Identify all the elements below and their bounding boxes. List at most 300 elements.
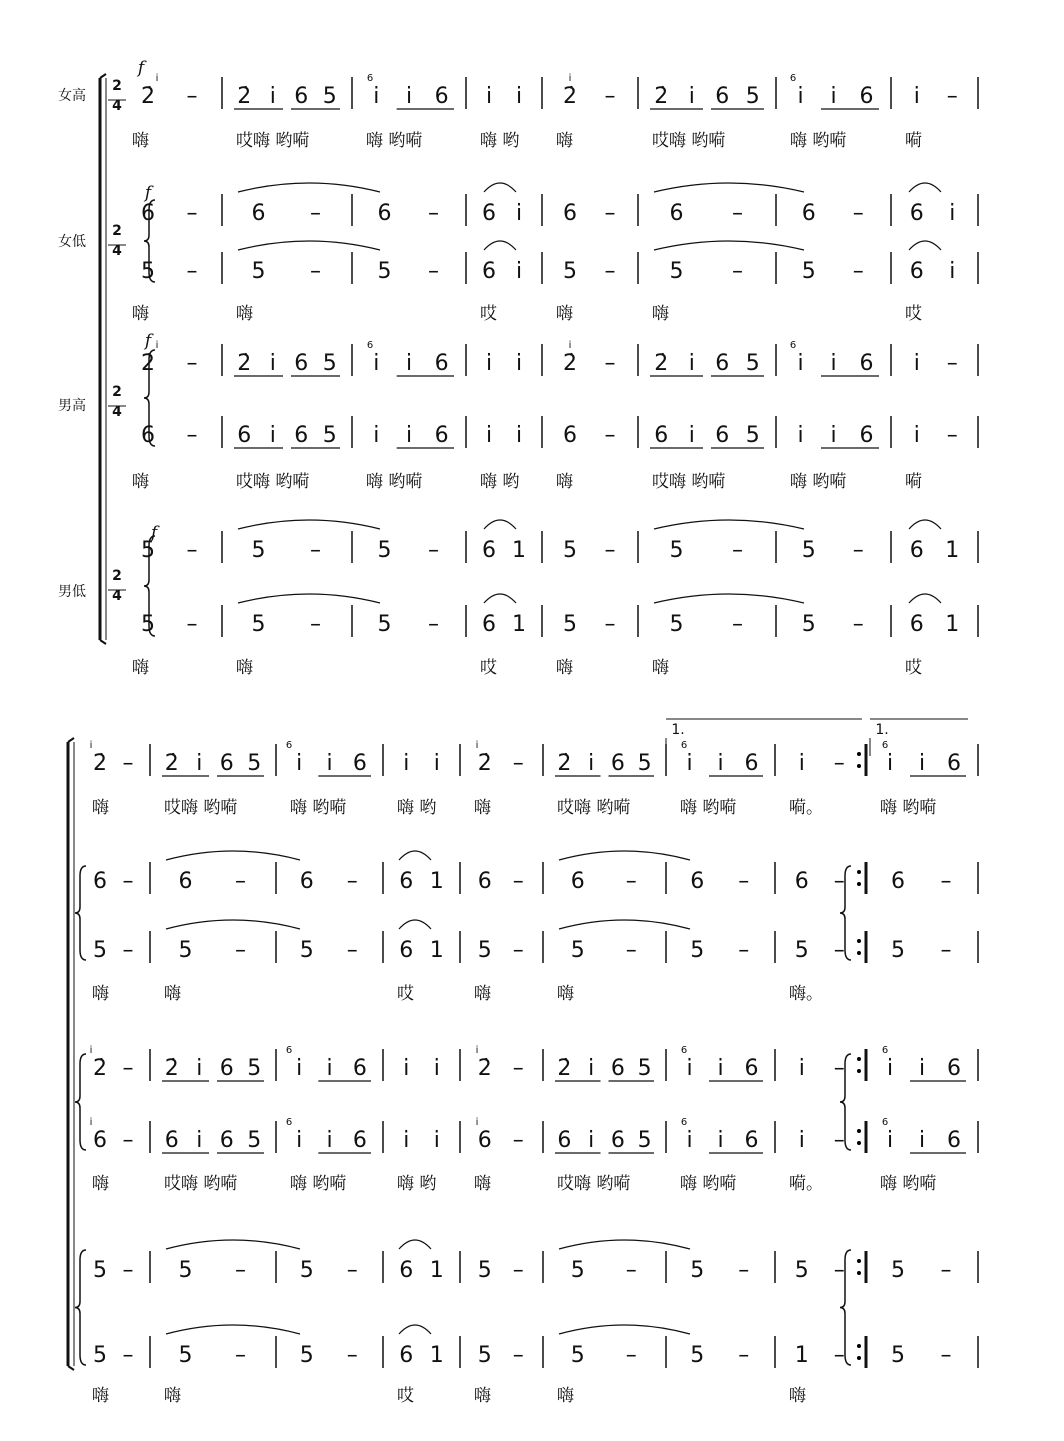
slur bbox=[909, 241, 941, 250]
note: – bbox=[310, 612, 321, 637]
grace-note: i bbox=[89, 740, 93, 751]
note: 5 bbox=[801, 538, 816, 563]
lyric: 嗨 哟 bbox=[397, 798, 437, 818]
note: – bbox=[738, 1258, 750, 1283]
note: – bbox=[625, 869, 637, 894]
lyric: 嗨 哟 bbox=[480, 472, 520, 492]
lyric: 嗨 哟 bbox=[397, 1174, 437, 1194]
note: 6 bbox=[909, 538, 924, 563]
note: 6 bbox=[219, 1128, 234, 1153]
note: i̇ bbox=[269, 423, 276, 448]
note: i̇ bbox=[373, 423, 380, 448]
note: 5 bbox=[891, 938, 905, 963]
note: 1 bbox=[512, 612, 526, 637]
time-signature-bottom: 4 bbox=[112, 588, 122, 604]
grace-note: i bbox=[568, 73, 572, 84]
lyric: 嗨 bbox=[474, 798, 491, 818]
tie bbox=[559, 1325, 690, 1334]
note: i̇ bbox=[296, 1128, 303, 1153]
note: – bbox=[625, 938, 637, 963]
note: – bbox=[186, 351, 198, 376]
note: – bbox=[512, 1343, 524, 1368]
note: i̇ bbox=[485, 84, 493, 109]
note: i̇ bbox=[515, 84, 523, 109]
note: – bbox=[625, 1343, 637, 1368]
note: i̇ bbox=[515, 351, 523, 376]
note: i̇ bbox=[196, 751, 203, 776]
note: 6 bbox=[744, 751, 759, 776]
note: 2̇ bbox=[557, 1056, 572, 1081]
repeat-dot bbox=[857, 1344, 861, 1348]
note: 5 bbox=[377, 612, 392, 637]
tie bbox=[238, 594, 380, 603]
note: 6 bbox=[794, 869, 809, 894]
note: i̇ bbox=[269, 351, 276, 376]
note: 5 bbox=[891, 1343, 905, 1368]
note: 5 bbox=[669, 538, 684, 563]
note: 1 bbox=[429, 1258, 444, 1283]
note: – bbox=[512, 869, 524, 894]
note: 2̇ bbox=[164, 751, 179, 776]
lyric: 哎 bbox=[480, 304, 497, 324]
note: 6 bbox=[891, 869, 905, 894]
repeat-dot bbox=[857, 1141, 861, 1145]
voice-label: 男低 bbox=[58, 584, 86, 600]
note: – bbox=[852, 538, 864, 563]
grace-note: 6 bbox=[366, 73, 374, 84]
note: 6 bbox=[669, 201, 684, 226]
note: – bbox=[122, 1258, 134, 1283]
grace-note: i bbox=[475, 1117, 479, 1128]
tie bbox=[559, 920, 690, 929]
note: 1 bbox=[945, 538, 960, 563]
note: 6 bbox=[482, 201, 496, 226]
note: i̇ bbox=[913, 423, 920, 448]
note: 2̇ bbox=[654, 84, 669, 109]
lyric: 嗨 哟嗬 bbox=[880, 798, 937, 818]
note: i̇ bbox=[326, 1056, 333, 1081]
tie bbox=[559, 1240, 690, 1249]
note: – bbox=[604, 259, 616, 284]
note: 5 bbox=[745, 351, 760, 376]
note: i̇ bbox=[918, 1056, 926, 1081]
lyric: 哎 bbox=[397, 984, 414, 1004]
note: i̇ bbox=[373, 351, 380, 376]
note: 6 bbox=[294, 351, 309, 376]
note: – bbox=[428, 259, 439, 284]
note: 2̇ bbox=[141, 351, 155, 376]
note: – bbox=[833, 1343, 845, 1368]
note: 5 bbox=[93, 938, 107, 963]
lyric: 嗨 bbox=[556, 472, 573, 492]
lyric: 嗨 bbox=[474, 984, 491, 1004]
note: – bbox=[833, 1258, 845, 1283]
note: 6 bbox=[909, 612, 924, 637]
note: – bbox=[122, 751, 134, 776]
note: – bbox=[186, 259, 198, 284]
note: 6 bbox=[399, 1258, 414, 1283]
note: i̇ bbox=[515, 201, 523, 226]
note: – bbox=[625, 1258, 637, 1283]
lyric: 哎嗨 哟嗬 bbox=[164, 798, 238, 818]
note: – bbox=[940, 1258, 952, 1283]
lyric: 嗬。 bbox=[789, 798, 823, 818]
note: 2̇ bbox=[477, 1056, 492, 1081]
note: 6 bbox=[715, 84, 730, 109]
note: 2̇ bbox=[477, 751, 492, 776]
note: 2̇ bbox=[93, 1056, 107, 1081]
note: 6 bbox=[399, 1343, 414, 1368]
dynamic-mark: f bbox=[144, 331, 152, 351]
note: 5 bbox=[141, 612, 155, 637]
note: – bbox=[512, 1056, 524, 1081]
note: 6 bbox=[610, 1056, 625, 1081]
slur bbox=[484, 241, 516, 250]
note: – bbox=[186, 612, 198, 637]
note: 5 bbox=[570, 1258, 585, 1283]
time-signature-bottom: 4 bbox=[112, 243, 122, 259]
lyric: 哎嗨 哟嗬 bbox=[652, 472, 726, 492]
note: i̇ bbox=[886, 751, 894, 776]
note: i̇ bbox=[485, 351, 493, 376]
grace-note: 6 bbox=[789, 340, 797, 351]
note: – bbox=[122, 869, 134, 894]
slur bbox=[484, 183, 516, 192]
note: 5 bbox=[477, 1343, 492, 1368]
note: 6 bbox=[947, 1056, 961, 1081]
note: 6 bbox=[570, 869, 585, 894]
grace-note: i bbox=[89, 1117, 93, 1128]
note: – bbox=[852, 259, 864, 284]
note: i̇ bbox=[196, 1056, 203, 1081]
note: 5 bbox=[247, 1128, 262, 1153]
lyric: 嗨 bbox=[556, 658, 573, 678]
slur bbox=[484, 520, 516, 529]
note: – bbox=[235, 1258, 246, 1283]
note: i̇ bbox=[403, 1128, 410, 1153]
lyric: 哎 bbox=[397, 1386, 414, 1406]
note: i̇ bbox=[688, 423, 695, 448]
lyric: 嗨 bbox=[92, 1386, 109, 1406]
note: 5 bbox=[801, 612, 816, 637]
note: i̇ bbox=[373, 84, 380, 109]
note: i̇ bbox=[296, 751, 303, 776]
note: i̇ bbox=[433, 751, 440, 776]
note: 6 bbox=[482, 612, 496, 637]
note: 6 bbox=[237, 423, 252, 448]
note: 5 bbox=[322, 351, 337, 376]
note: 6 bbox=[482, 259, 496, 284]
note: 5 bbox=[299, 938, 314, 963]
grace-note: 6 bbox=[680, 740, 688, 751]
note: i̇ bbox=[588, 751, 595, 776]
repeat-dot bbox=[857, 1356, 861, 1360]
note: 1 bbox=[945, 612, 960, 637]
tie bbox=[166, 920, 300, 929]
note: – bbox=[310, 538, 321, 563]
lyric: 哎 bbox=[480, 658, 497, 678]
note: 6 bbox=[93, 1128, 107, 1153]
note: 6 bbox=[801, 201, 816, 226]
note: – bbox=[738, 1343, 750, 1368]
time-signature-top: 2 bbox=[112, 78, 122, 94]
note: – bbox=[732, 538, 743, 563]
note: 6 bbox=[482, 538, 496, 563]
lyric: 嗨 哟嗬 bbox=[790, 472, 847, 492]
note: 5 bbox=[93, 1343, 107, 1368]
lyric: 嗨 哟嗬 bbox=[680, 1174, 737, 1194]
note: 2̇ bbox=[563, 351, 577, 376]
note: i̇ bbox=[830, 423, 837, 448]
note: 6 bbox=[859, 423, 874, 448]
note: 5 bbox=[322, 84, 337, 109]
tie bbox=[238, 183, 380, 192]
repeat-dot bbox=[857, 1057, 861, 1061]
note: – bbox=[732, 612, 743, 637]
voice-label: 女低 bbox=[58, 234, 86, 250]
voice-label: 男高 bbox=[58, 398, 86, 414]
note: 6 bbox=[377, 201, 392, 226]
grace-note: 6 bbox=[285, 740, 293, 751]
lyric: 嗨 哟嗬 bbox=[880, 1174, 937, 1194]
note: – bbox=[512, 751, 524, 776]
slur bbox=[399, 1240, 431, 1249]
note: 1 bbox=[429, 938, 444, 963]
note: 5 bbox=[251, 612, 266, 637]
note: 6 bbox=[219, 751, 234, 776]
note: 5 bbox=[690, 938, 705, 963]
note: 5 bbox=[637, 1056, 652, 1081]
note: 5 bbox=[637, 1128, 652, 1153]
note: – bbox=[833, 938, 845, 963]
time-signature-top: 2 bbox=[112, 384, 122, 400]
note: 6 bbox=[251, 201, 266, 226]
note: i̇ bbox=[797, 351, 804, 376]
system-bracket bbox=[100, 640, 106, 644]
note: 6 bbox=[477, 869, 492, 894]
note: 5 bbox=[93, 1258, 107, 1283]
grace-note: 6 bbox=[285, 1117, 293, 1128]
note: 5 bbox=[477, 1258, 492, 1283]
note: i̇ bbox=[403, 1056, 410, 1081]
dynamic-mark: f bbox=[144, 183, 152, 203]
note: 5 bbox=[178, 1258, 193, 1283]
note: 5 bbox=[377, 259, 392, 284]
note: i̇ bbox=[686, 1128, 693, 1153]
slur bbox=[399, 920, 431, 929]
repeat-dot bbox=[857, 1069, 861, 1073]
lyric: 哎嗨 哟嗬 bbox=[164, 1174, 238, 1194]
note: – bbox=[738, 869, 750, 894]
note: – bbox=[186, 423, 198, 448]
slur bbox=[909, 594, 941, 603]
dynamic-mark: f bbox=[137, 58, 145, 78]
note: i̇ bbox=[515, 259, 523, 284]
note: 6 bbox=[557, 1128, 572, 1153]
note: i̇ bbox=[515, 423, 523, 448]
note: – bbox=[946, 423, 958, 448]
lyric: 嗨 bbox=[474, 1386, 491, 1406]
grace-note: 6 bbox=[680, 1117, 688, 1128]
system-bracket bbox=[68, 1366, 74, 1370]
note: – bbox=[428, 538, 439, 563]
note: 6 bbox=[434, 84, 449, 109]
repeat-dot bbox=[857, 1129, 861, 1133]
note: 6 bbox=[744, 1128, 759, 1153]
lyric: 哎嗨 哟嗬 bbox=[236, 472, 310, 492]
note: – bbox=[604, 84, 616, 109]
lyric: 嗨 bbox=[132, 472, 149, 492]
note: – bbox=[235, 1343, 246, 1368]
note: i̇ bbox=[405, 423, 413, 448]
note: i̇ bbox=[433, 1056, 440, 1081]
note: i̇ bbox=[405, 351, 413, 376]
note: i̇ bbox=[830, 351, 837, 376]
note: 6 bbox=[294, 423, 309, 448]
grace-note: 6 bbox=[881, 1117, 889, 1128]
lyric: 嗨 哟嗬 bbox=[290, 1174, 347, 1194]
note: 6 bbox=[477, 1128, 492, 1153]
note: – bbox=[852, 201, 864, 226]
note: 6 bbox=[610, 1128, 625, 1153]
staff-brace bbox=[75, 1250, 86, 1365]
tie bbox=[654, 183, 804, 192]
note: 6 bbox=[715, 351, 730, 376]
slur bbox=[909, 520, 941, 529]
note: – bbox=[604, 351, 616, 376]
repeat-dot bbox=[857, 1259, 861, 1263]
note: – bbox=[833, 1128, 845, 1153]
grace-note: 6 bbox=[881, 1045, 889, 1056]
note: i̇ bbox=[686, 751, 693, 776]
note: i̇ bbox=[949, 201, 956, 226]
note: – bbox=[235, 938, 246, 963]
lyric: 嗨 bbox=[92, 984, 109, 1004]
note: 1 bbox=[429, 869, 444, 894]
note: 6 bbox=[563, 201, 577, 226]
lyric: 嗬 bbox=[905, 131, 922, 151]
note: – bbox=[235, 869, 246, 894]
note: 2̇ bbox=[237, 351, 252, 376]
note: – bbox=[186, 201, 198, 226]
note: – bbox=[122, 1056, 134, 1081]
note: 5 bbox=[247, 751, 262, 776]
tie bbox=[238, 520, 380, 529]
repeat-dot bbox=[857, 1271, 861, 1275]
note: 2̇ bbox=[164, 1056, 179, 1081]
tie bbox=[166, 1325, 300, 1334]
note: 5 bbox=[745, 84, 760, 109]
lyric: 嗨 哟嗬 bbox=[366, 472, 423, 492]
note: – bbox=[946, 84, 958, 109]
note: – bbox=[604, 612, 616, 637]
note: – bbox=[428, 612, 439, 637]
note: 5 bbox=[801, 259, 816, 284]
note: – bbox=[940, 1343, 952, 1368]
note: 6 bbox=[434, 423, 449, 448]
note: 1 bbox=[512, 538, 526, 563]
note: 6 bbox=[654, 423, 669, 448]
note: i̇ bbox=[269, 84, 276, 109]
note: i̇ bbox=[686, 1056, 693, 1081]
note: i̇ bbox=[717, 1056, 724, 1081]
note: – bbox=[604, 423, 616, 448]
voice-label: 女高 bbox=[58, 88, 86, 104]
grace-note: i bbox=[475, 1045, 479, 1056]
note: 6 bbox=[164, 1128, 179, 1153]
repeat-dot bbox=[857, 939, 861, 943]
note: – bbox=[833, 1056, 845, 1081]
note: 6 bbox=[294, 84, 309, 109]
note: – bbox=[940, 938, 952, 963]
note: 2̇ bbox=[93, 751, 107, 776]
note: 5 bbox=[247, 1056, 262, 1081]
system-bracket bbox=[68, 738, 74, 742]
note: 6 bbox=[563, 423, 577, 448]
note: – bbox=[604, 538, 616, 563]
note: 5 bbox=[322, 423, 337, 448]
note: 6 bbox=[610, 751, 625, 776]
note: 6 bbox=[399, 869, 414, 894]
note: 5 bbox=[637, 751, 652, 776]
lyric: 嗨 bbox=[474, 1174, 491, 1194]
grace-note: 6 bbox=[789, 73, 797, 84]
tie bbox=[654, 520, 804, 529]
note: 6 bbox=[859, 351, 874, 376]
note: – bbox=[940, 869, 952, 894]
note: – bbox=[833, 869, 845, 894]
grace-note: i bbox=[155, 73, 159, 84]
note: 6 bbox=[178, 869, 193, 894]
lyric: 嗨 bbox=[92, 1174, 109, 1194]
note: i̇ bbox=[918, 751, 926, 776]
note: i̇ bbox=[798, 1128, 805, 1153]
lyric: 嗨 bbox=[557, 1386, 574, 1406]
note: 5 bbox=[251, 538, 266, 563]
dynamic-mark: f bbox=[150, 523, 158, 543]
note: 5 bbox=[891, 1258, 905, 1283]
time-signature-bottom: 4 bbox=[112, 404, 122, 420]
note: i̇ bbox=[886, 1128, 894, 1153]
grace-note: i bbox=[89, 1045, 93, 1056]
lyric: 嗨 bbox=[164, 984, 181, 1004]
note: – bbox=[310, 201, 321, 226]
lyric: 嗨 哟嗬 bbox=[680, 798, 737, 818]
note: 5 bbox=[570, 938, 585, 963]
note: 5 bbox=[299, 1258, 314, 1283]
note: 5 bbox=[794, 1258, 809, 1283]
lyric: 嗨 哟嗬 bbox=[366, 131, 423, 151]
tie bbox=[166, 851, 300, 860]
note: 6 bbox=[352, 1128, 367, 1153]
note: 2̇ bbox=[654, 351, 669, 376]
note: 6 bbox=[299, 869, 314, 894]
note: i̇ bbox=[326, 751, 333, 776]
staff-brace bbox=[75, 866, 86, 960]
lyric: 嗨 bbox=[236, 658, 253, 678]
lyric: 嗨 bbox=[789, 1386, 806, 1406]
grace-note: 6 bbox=[366, 340, 374, 351]
note: – bbox=[346, 938, 358, 963]
tie bbox=[654, 241, 804, 250]
note: 5 bbox=[669, 612, 684, 637]
note: 2̇ bbox=[557, 751, 572, 776]
note: 6 bbox=[909, 201, 924, 226]
note: – bbox=[852, 612, 864, 637]
note: i̇ bbox=[688, 84, 695, 109]
repeat-dot bbox=[857, 752, 861, 756]
note: 5 bbox=[563, 538, 577, 563]
